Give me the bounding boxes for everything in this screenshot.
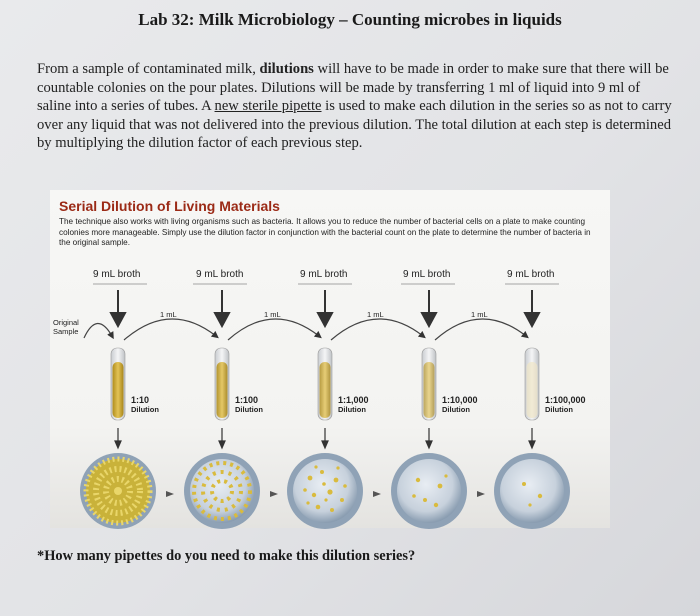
tube-2 <box>215 348 229 420</box>
plate-5 <box>494 453 570 529</box>
transfer-label-3: 1 mL <box>367 310 384 319</box>
intro-text-1: From a sample of contaminated milk, <box>37 61 260 77</box>
broth-label-5: 9 mL broth <box>507 269 555 280</box>
broth-arrows <box>111 290 539 326</box>
broth-label-2: 9 mL broth <box>196 269 244 280</box>
dilution-word-5: Dilution <box>545 405 573 414</box>
dilution-word-2: Dilution <box>235 405 263 414</box>
dilution-label-3 <box>338 396 369 414</box>
transfer-label-1: 1 mL <box>160 310 177 319</box>
plate-arrows <box>115 428 535 448</box>
plate-1 <box>80 453 156 529</box>
dilution-label-1 <box>131 396 159 414</box>
dilution-ratio-5: 1:100,000 <box>545 395 586 405</box>
figure-heading: Serial Dilution of Living Materials <box>59 198 280 214</box>
dilution-label-2 <box>235 396 263 414</box>
intro-bold-dilutions: dilutions <box>259 61 314 77</box>
dilution-label-5 <box>545 396 586 414</box>
tube-5 <box>525 348 539 420</box>
plate-2 <box>184 453 260 529</box>
transfer-label-4: 1 mL <box>471 310 488 319</box>
plate-4 <box>391 453 467 529</box>
transfer-label-2: 1 mL <box>264 310 281 319</box>
page-title: Lab 32: Milk Microbiology – Counting microbes in liquids <box>138 10 562 29</box>
tube-4 <box>422 348 436 420</box>
intro-text-3: is used to make each dilution in the series so as not to carry over any liquid that was not delivered into the previous dilution. The total dilution at each step is determined by multiplying the dilution factor of each previous step. <box>37 98 672 152</box>
broth-label-3: 9 mL broth <box>300 269 348 280</box>
dilution-ratio-2: 1:100 <box>235 395 259 405</box>
plate-3 <box>287 453 363 529</box>
intro-text-2: will have to be made in order to make sure that there will be countable colonies on the pour plates. Dilutions will be made by transferring 1 ml of liquid into 9 ml of saline into a series of tubes. A <box>37 61 669 115</box>
broth-label-1: 9 mL broth <box>93 269 141 280</box>
figure-description: The technique also works with living organisms such as bacteria. It allows you to reduce the number of bacterial cells on a plate to make counting colonies more manageable. Simply use the dilution factor in conjunction with the bacterial count on the plate to determine the number of bacteria in the original sample. <box>59 217 591 247</box>
tube-3 <box>318 348 332 420</box>
petri-dishes <box>80 453 570 529</box>
intro-underline-pipette: new sterile pipette <box>214 98 322 115</box>
dilution-word-1: Dilution <box>131 405 159 414</box>
dilution-ratio-4: 1:10,000 <box>442 395 478 405</box>
original-sample-label: Original Sample <box>53 318 79 336</box>
dilution-label-4 <box>442 396 478 414</box>
broth-label-4: 9 mL broth <box>403 269 451 280</box>
dilution-ratio-1: 1:10 <box>131 395 150 405</box>
question-text: *How many pipettes do you need to make this dilution series? <box>37 548 416 564</box>
dilution-word-3: Dilution <box>338 405 366 414</box>
tube-1 <box>111 348 125 420</box>
transfer-arcs <box>84 319 526 340</box>
dilution-ratio-3: 1:1,000 <box>338 395 369 405</box>
dilution-word-4: Dilution <box>442 405 470 414</box>
